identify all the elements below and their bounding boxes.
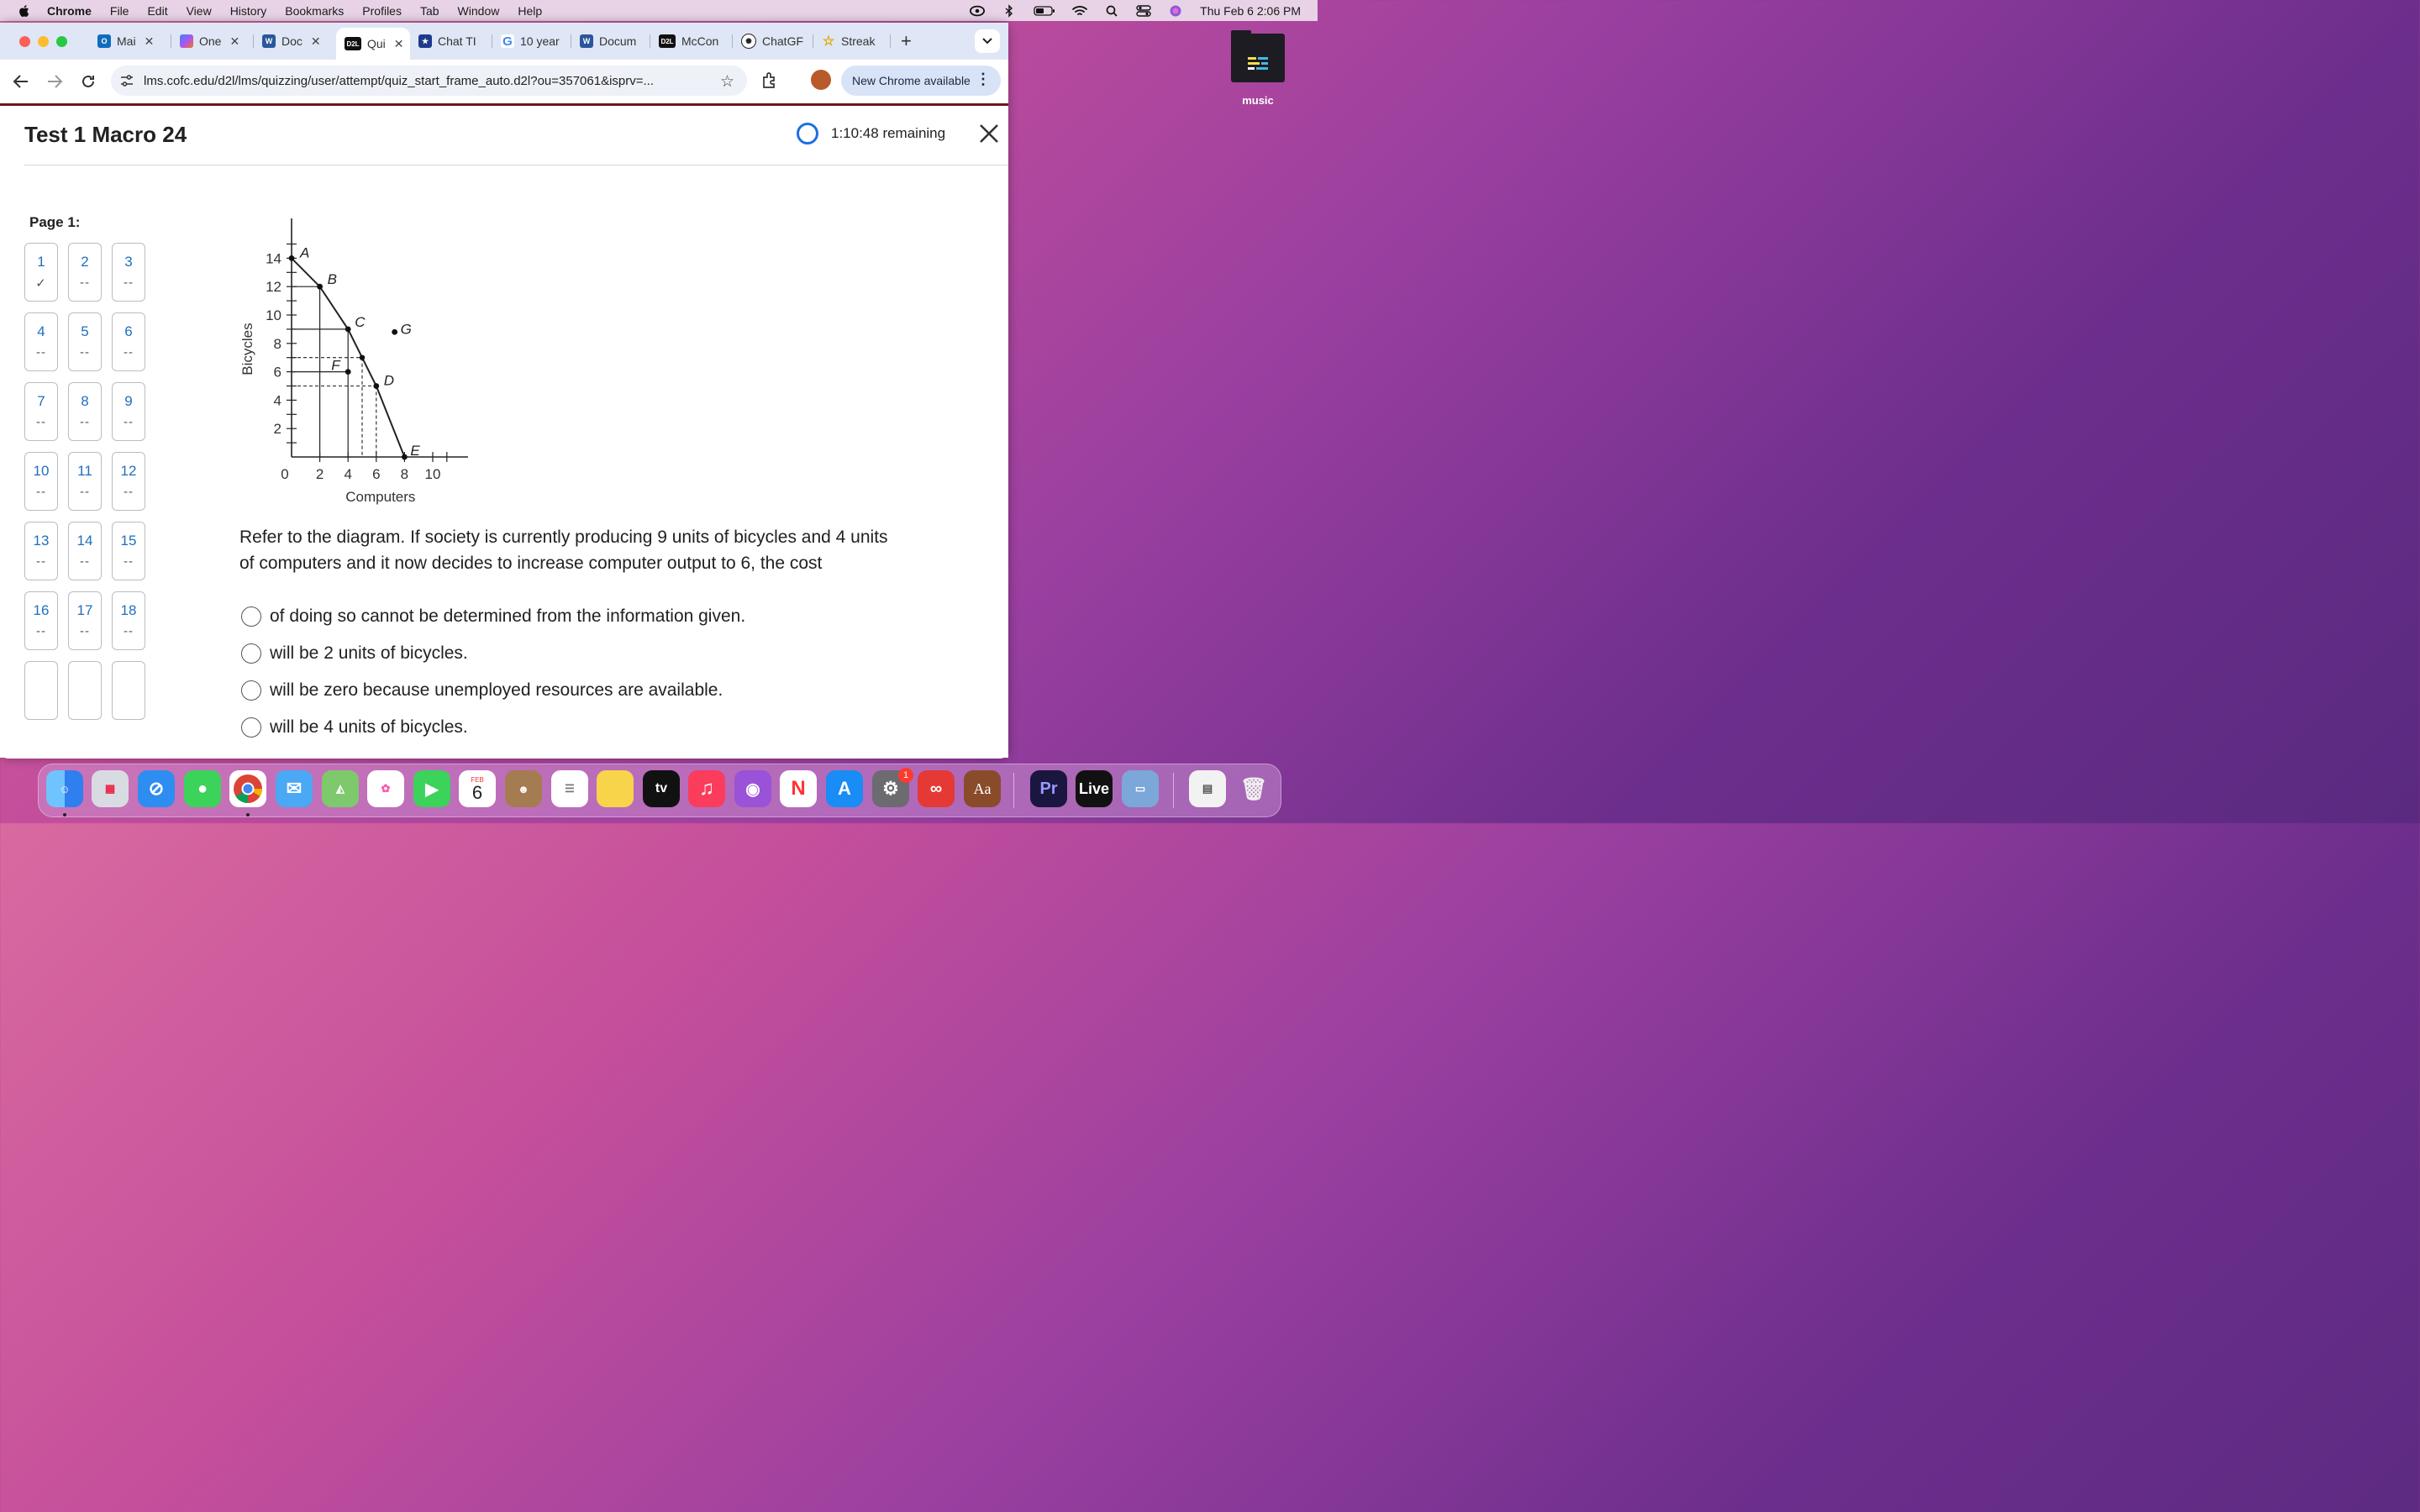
question-number: 17 (76, 602, 93, 618)
trash-icon[interactable]: 🗑 (1239, 775, 1268, 801)
quiz-timer (797, 123, 945, 144)
tab-label: ChatGF (762, 34, 804, 48)
safari-icon[interactable]: ⊘ (138, 770, 175, 807)
news-icon[interactable]: N (780, 770, 817, 807)
dictionary-label: Aa (973, 780, 992, 797)
unanswered-status: -- (36, 485, 46, 499)
menu-app-chrome[interactable]: Chrome (47, 3, 92, 18)
question-nav-button[interactable] (24, 312, 58, 371)
option-label[interactable]: will be 2 units of bicycles. (270, 643, 468, 663)
point-d (373, 383, 379, 389)
desktop-folder-music[interactable] (1231, 34, 1285, 107)
point-label: A (300, 244, 310, 261)
option-label[interactable]: will be zero because unemployed resources are available. (270, 680, 723, 700)
question-nav-button[interactable] (68, 312, 102, 371)
question-number: 3 (124, 254, 133, 270)
tab-label: One (199, 34, 222, 48)
app-store-icon[interactable]: A (826, 770, 863, 807)
x-tick-label: 2 (315, 466, 324, 482)
x-tick-label: 0 (281, 466, 289, 482)
minimize-window-button[interactable] (38, 36, 49, 47)
preview-icon[interactable]: ▭ (1122, 770, 1159, 807)
point-e (402, 454, 408, 460)
question-nav-button[interactable] (24, 522, 58, 580)
point-c (345, 327, 351, 333)
y-tick-label: 4 (273, 392, 281, 409)
question-number: 8 (81, 393, 89, 409)
unanswered-status: -- (36, 624, 46, 638)
question-navigator (24, 243, 150, 665)
bluetooth-icon[interactable] (1002, 5, 1017, 17)
maps-icon[interactable]: ◭ (322, 770, 359, 807)
y-tick-label: 8 (273, 335, 281, 352)
menu-edit[interactable]: Edit (147, 3, 168, 18)
point-g (392, 329, 397, 335)
calendar-icon[interactable] (459, 770, 496, 807)
unanswered-status: -- (80, 345, 90, 360)
question-number: 10 (33, 463, 50, 479)
address-bar[interactable] (111, 66, 747, 96)
question-number: 7 (37, 393, 45, 409)
question-number: 16 (33, 602, 50, 618)
unanswered-status: -- (80, 554, 90, 569)
radio-button[interactable] (241, 717, 261, 738)
tab-label: 10 year (520, 34, 560, 48)
question-nav-button[interactable] (68, 452, 102, 511)
browser-toolbar (0, 60, 1008, 103)
point-a (289, 255, 295, 261)
tab-one[interactable] (171, 23, 254, 60)
unanswered-status: -- (124, 624, 134, 638)
podcasts-icon[interactable]: ◉ (734, 770, 771, 807)
tab-streak[interactable] (813, 23, 891, 60)
arrow-left-icon (13, 75, 29, 88)
quiz-title: Test 1 Macro 24 (24, 122, 187, 147)
tab-label: Mai (117, 34, 136, 48)
new-tab-button[interactable]: + (901, 30, 912, 51)
battery-icon[interactable] (1034, 5, 1055, 17)
point-label: F (331, 357, 340, 374)
messages-icon[interactable]: ● (184, 770, 221, 807)
tab-chat-ti[interactable] (410, 23, 492, 60)
x-tick-label: 6 (372, 466, 381, 482)
question-number: 12 (120, 463, 137, 479)
question-nav-button[interactable] (24, 591, 58, 650)
answer-option[interactable] (241, 672, 745, 709)
close-tab-icon[interactable]: ✕ (310, 34, 321, 48)
menu-view[interactable]: View (186, 3, 212, 18)
update-label: New Chrome available (852, 74, 971, 87)
d2l-icon: D2L (345, 37, 361, 50)
wifi-icon[interactable] (1072, 5, 1087, 17)
chatgpt-icon: ✺ (741, 34, 756, 49)
spotlight-search-icon[interactable] (1104, 5, 1119, 17)
tab-label: Docum (599, 34, 637, 48)
y-tick-label: 2 (273, 421, 281, 438)
system-settings-icon[interactable]: ⚙ (872, 770, 909, 807)
question-number: 13 (33, 533, 50, 549)
tab-quiz-active[interactable] (336, 28, 410, 60)
forward-button[interactable] (45, 72, 64, 91)
premiere-label: Pr (1039, 779, 1058, 798)
question-number: 11 (77, 463, 92, 479)
kebab-menu-icon[interactable]: ⋮ (976, 71, 991, 87)
answer-options (241, 598, 745, 746)
apple-icon[interactable] (17, 3, 32, 18)
folder-icon (1231, 34, 1285, 82)
x-tick-label: 8 (400, 466, 409, 482)
unanswered-status: -- (36, 345, 46, 360)
menu-window[interactable]: Window (457, 3, 500, 18)
word-icon: W (262, 34, 276, 48)
radio-button[interactable] (241, 606, 261, 627)
unanswered-status: -- (80, 415, 90, 429)
question-nav-button[interactable] (24, 661, 58, 720)
question-number: 14 (76, 533, 93, 549)
ppf-diagram (235, 208, 479, 505)
quiz-page (0, 106, 1008, 758)
tab-doc[interactable] (254, 23, 336, 60)
running-indicator (246, 813, 250, 816)
live-label: Live (1078, 780, 1110, 797)
unanswered-status: -- (124, 345, 134, 360)
x-tick-label: 10 (424, 466, 441, 482)
new-chrome-available-button[interactable] (841, 66, 1001, 96)
tab-label: Chat TI (438, 34, 476, 48)
answer-option[interactable] (241, 635, 745, 672)
dictionary-icon[interactable] (964, 770, 1001, 807)
point-b (317, 284, 323, 290)
photos-icon[interactable]: ✿ (367, 770, 404, 807)
question-nav-button[interactable] (68, 522, 102, 580)
menu-history[interactable]: History (229, 3, 267, 18)
point-label: B (327, 271, 337, 288)
timer-ring-icon (797, 123, 818, 144)
tab-label: Streak (841, 34, 876, 48)
menu-profiles[interactable]: Profiles (362, 3, 402, 18)
y-tick-label: 6 (273, 364, 281, 381)
finder-icon[interactable]: ☺ (46, 770, 83, 807)
reload-button[interactable] (79, 72, 97, 91)
y-axis-label: Bicycles (239, 323, 255, 375)
question-number: 2 (81, 254, 89, 270)
close-quiz-button[interactable] (978, 123, 1000, 144)
creative-cloud-menu-icon[interactable] (970, 5, 985, 17)
tab-search-button[interactable] (975, 29, 1000, 53)
dock (38, 764, 1281, 817)
chrome-logo-icon (233, 774, 263, 804)
tab-label: McCon (681, 34, 719, 48)
tab-mccon[interactable] (650, 23, 733, 60)
control-center-icon[interactable] (1136, 5, 1151, 17)
tab-document[interactable] (571, 23, 650, 60)
y-tick-label: 12 (266, 279, 281, 296)
y-tick-label: 10 (266, 307, 281, 323)
question-number: 18 (120, 602, 137, 618)
close-tab-icon[interactable]: ✕ (393, 36, 404, 50)
radio-button[interactable] (241, 680, 261, 701)
question-nav-button[interactable] (68, 591, 102, 650)
d2l-icon: D2L (659, 34, 676, 48)
site-info-icon[interactable] (120, 74, 134, 87)
menubar-datetime[interactable]: Thu Feb 6 2:06 PM (1200, 3, 1301, 18)
time-remaining: 1:10:48 remaining (831, 125, 946, 141)
tab-label: Doc (281, 34, 302, 48)
chrome-dock-icon[interactable] (229, 770, 266, 807)
arrow-right-icon (47, 75, 62, 88)
y-tick-label: 14 (266, 250, 281, 267)
unanswered-status: -- (124, 415, 134, 429)
tv-label: tv (655, 781, 668, 795)
unanswered-status: -- (124, 485, 134, 499)
unanswered-status: -- (80, 485, 90, 499)
question-text: Refer to the diagram. If society is currently producing 9 units of bicycles and 4 units of computers and it now decides to increase computer output to 6, the cost (239, 528, 888, 573)
answered-check-icon: ✓ (35, 276, 47, 291)
unanswered-status: -- (124, 554, 134, 569)
google-icon: G (501, 34, 514, 48)
creative-cloud-icon[interactable]: ∞ (918, 770, 955, 807)
mail-icon[interactable]: ✉ (276, 770, 313, 807)
question-number: 4 (37, 323, 45, 339)
ableton-live-icon[interactable] (1076, 770, 1113, 807)
reminders-icon[interactable]: ☰ (551, 770, 588, 807)
copilot-icon (180, 34, 193, 48)
menu-file[interactable]: File (109, 3, 129, 18)
chrome-window (0, 23, 1008, 759)
dock-separator (1013, 773, 1014, 808)
question-nav-button[interactable] (68, 661, 102, 720)
tab-label: Qui (367, 37, 386, 50)
question-nav-button[interactable] (112, 661, 145, 720)
unanswered-status: -- (124, 276, 134, 290)
notification-badge: 1 (898, 768, 913, 783)
question-nav-button[interactable] (112, 312, 145, 371)
option-label[interactable]: of doing so cannot be determined from the information given. (270, 606, 746, 626)
chevron-down-icon (982, 38, 992, 45)
macos-menubar (0, 0, 1318, 21)
x-tick-label: 4 (344, 466, 352, 482)
question-nav-button[interactable] (24, 243, 58, 302)
calendar-day: 6 (471, 781, 483, 803)
menu-bookmarks[interactable]: Bookmarks (285, 3, 345, 18)
unanswered-status: -- (36, 415, 46, 429)
point-f (345, 369, 351, 375)
tab-mail[interactable] (89, 23, 171, 60)
extensions-puzzle-icon[interactable] (760, 71, 781, 91)
reload-icon (81, 74, 96, 89)
tab-google-10-year[interactable] (492, 23, 571, 60)
calendar-month: FEB (471, 775, 484, 784)
launchpad-icon[interactable]: ▦ (92, 770, 129, 807)
close-window-button[interactable] (19, 36, 30, 47)
point-label: C (355, 313, 366, 330)
question-number: 6 (124, 323, 133, 339)
url-text[interactable]: lms.cofc.edu/d2l/lms/quizzing/user/attempt/quiz_start_frame_auto.d2l?ou=357061&isprv=... (144, 73, 655, 88)
zoom-window-button[interactable] (56, 36, 67, 47)
question-nav-button[interactable] (68, 243, 102, 302)
premiere-pro-icon[interactable] (1030, 770, 1067, 807)
question-nav-button[interactable] (112, 522, 145, 580)
question-nav-button[interactable] (112, 382, 145, 441)
streak-star-icon: ☆ (822, 34, 835, 49)
unanswered-status: -- (36, 554, 46, 569)
star-badge-icon: ★ (418, 34, 432, 48)
answer-option[interactable] (241, 709, 745, 746)
point-label: E (410, 443, 420, 459)
apple-tv-icon[interactable] (643, 770, 680, 807)
question-number: 9 (124, 393, 133, 409)
notes-icon[interactable] (597, 770, 634, 807)
profile-avatar[interactable] (811, 70, 831, 90)
folder-thumbnail-icon (1231, 34, 1285, 82)
option-label[interactable]: will be 4 units of bicycles. (270, 717, 468, 737)
window-controls (19, 36, 67, 47)
desktop-folder-label: music (1242, 94, 1274, 107)
back-button[interactable] (12, 72, 30, 91)
radio-button[interactable] (241, 643, 261, 664)
page-label: Page 1: (29, 214, 81, 230)
music-icon[interactable]: ♫ (688, 770, 725, 807)
question-number: 15 (120, 533, 137, 549)
question-number: 5 (81, 323, 89, 339)
question-number: 1 (37, 254, 45, 270)
unanswered-status: -- (80, 276, 90, 290)
outlook-icon: O (97, 34, 111, 48)
question-nav-button[interactable] (68, 382, 102, 441)
question-nav-button[interactable] (112, 452, 145, 511)
point-label: G (400, 321, 412, 338)
running-indicator (63, 813, 66, 816)
documents-stack-icon[interactable]: ▤ (1189, 770, 1226, 807)
question-nav-button[interactable] (112, 591, 145, 650)
x-axis-label: Computers (345, 489, 416, 505)
contacts-icon[interactable]: ☻ (505, 770, 542, 807)
question-nav-button[interactable] (24, 382, 58, 441)
ppf-point (360, 355, 365, 360)
menu-help[interactable]: Help (518, 3, 543, 18)
tab-chatgpt[interactable] (733, 23, 813, 60)
question-nav-button[interactable] (24, 452, 58, 511)
menu-tab[interactable]: Tab (419, 3, 439, 18)
close-tab-icon[interactable]: ✕ (144, 34, 155, 48)
question-nav-button[interactable] (112, 243, 145, 302)
point-label: D (383, 372, 395, 389)
tab-bar (0, 23, 1008, 60)
dock-separator (1173, 773, 1174, 808)
answer-option[interactable] (241, 598, 745, 635)
close-tab-icon[interactable]: ✕ (229, 34, 240, 48)
unanswered-status: -- (80, 624, 90, 638)
bookmark-star-icon[interactable]: ☆ (719, 73, 734, 91)
word-icon: W (580, 34, 593, 48)
facetime-icon[interactable]: ▶ (413, 770, 450, 807)
siri-icon[interactable] (1168, 5, 1183, 17)
